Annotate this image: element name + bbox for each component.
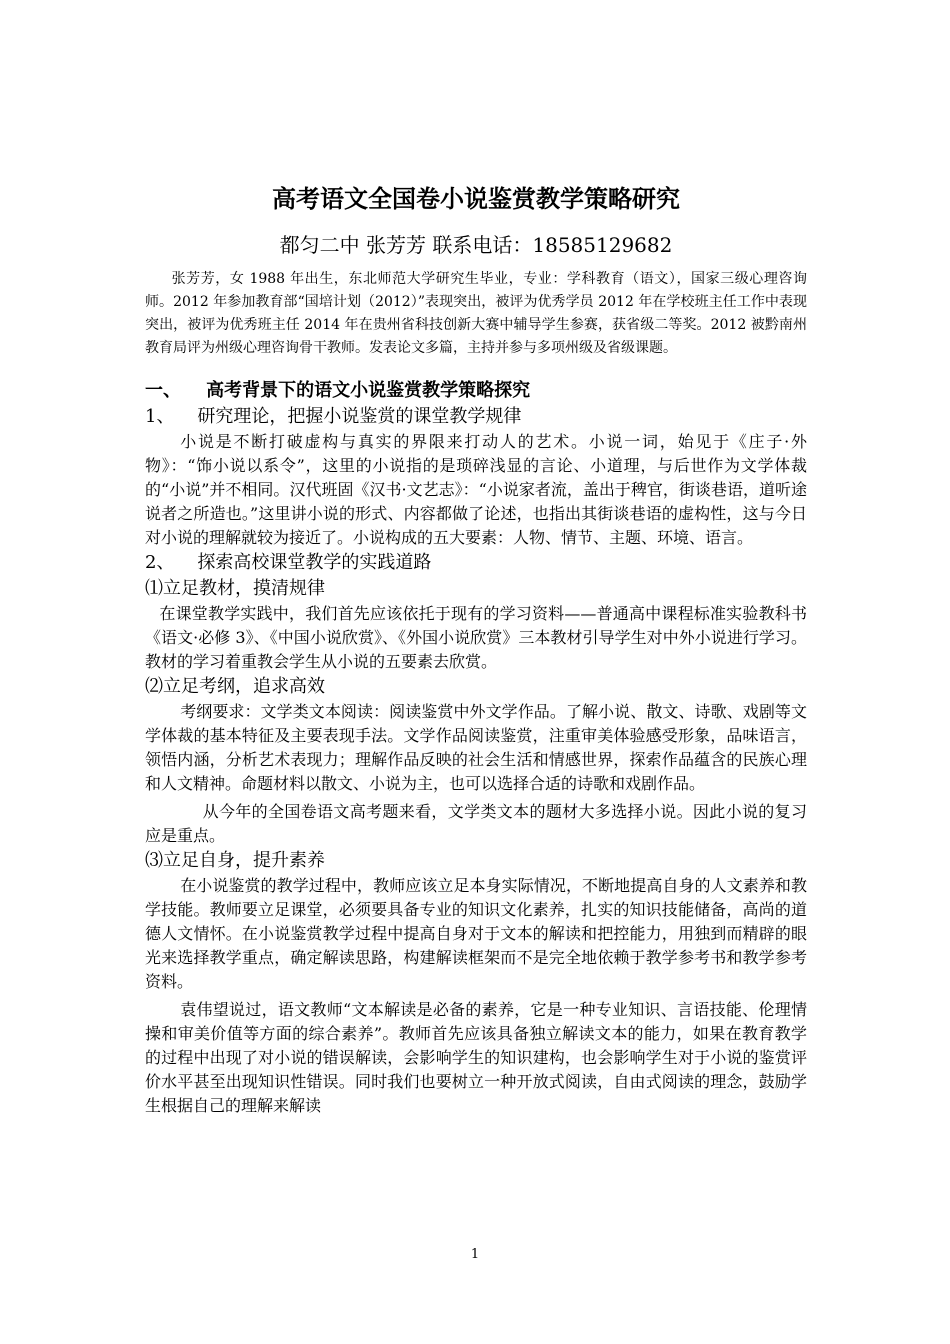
author-line: 都匀二中 张芳芳 联系电话：18585129682 <box>279 233 673 257</box>
paragraph: 在课堂教学实践中，我们首先应该依托于现有的学习资料——普通高中课程标准实验教科书《语文·必修 3》、《中国小说欣赏》、《外国小说欣赏》三本教材引导学生对中外小说进行学习。教材的学习着重教会学生从小说的五要素去欣赏。 <box>145 604 807 671</box>
paragraph: 从今年的全国卷语文高考题来看，文学类文本的题材大多选择小说。因此小说的复习应是重点。 <box>145 802 807 845</box>
paragraph: 考纲要求：文学类文本阅读：阅读鉴赏中外文学作品。了解小说、散文、诗歌、戏剧等文学体裁的基本特征及主要表现手法。文学作品阅读鉴赏，注重审美体验感受形象，品味语言，领悟内涵，分析艺术表现力；理解作品反映的社会生活和情感世界，探索作品蕴含的民族心理和人文精神。命题材料以散文、小说为主，也可以选择合适的诗歌和戏剧作品。 <box>145 702 807 793</box>
paragraph: 小说是不断打破虚构与真实的界限来打动人的艺术。小说一词，始见于《庄子·外物》：“饰小说以系令”，这里的小说指的是琐碎浅显的言论、小道理，与后世作为文学体裁的“小说”并不相同。汉代班固《汉书·文艺志》：“小说家者流，盖出于稗官，街谈巷语，道听途说者之所造也。”这里讲小说的形式、内容都做了论述，也指出其街谈巷语的虚构性，这与今日对小说的理解就较为接近了。小说构成的五大要素：人物、情节、主题、环境、语言。 <box>145 432 807 547</box>
section-heading: 一、 高考背景下的语文小说鉴赏教学策略探究 <box>145 380 531 401</box>
item-heading: ⑵立足考纲，追求高效 <box>145 676 325 697</box>
paragraph: 在小说鉴赏的教学过程中，教师应该立足本身实际情况，不断地提高自身的人文素养和教学技能。教师要立足课堂，必须要具备专业的知识文化素养，扎实的知识技能储备，高尚的道德人文情怀。在小说鉴赏教学过程中提高自身对于文本的解读和把控能力，用独到而精辟的眼光来选择教学重点，确定解读思路，构建解读框架而不是完全地依赖于教学参考书和教学参考资料。 <box>145 876 807 991</box>
subsection-heading: 1、 研究理论，把握小说鉴赏的课堂教学规律 <box>145 406 522 427</box>
page-title: 高考语文全国卷小说鉴赏教学策略研究 <box>272 184 680 213</box>
page-content <box>145 180 807 1118</box>
paragraph: 袁伟望说过，语文教师“文本解读是必备的素养，它是一种专业知识、言语技能、伦理情操和审美价值等方面的综合素养”。教师首先应该具备独立解读文本的能力，如果在教育教学的过程中出现了对小说的错误解读，会影响学生的知识建构，也会影响学生对于小说的鉴赏评价水平甚至出现知识性错误。同时我们也要树立一种开放式阅读，自由式阅读的理念，鼓励学生根据自己的理解来解读 <box>145 1000 807 1115</box>
page-number: 1 <box>470 1247 480 1262</box>
author-bio: 张芳芳，女 1988 年出生，东北师范大学研究生毕业，专业：学科教育（语文），国家三级心理咨询师。2012 年参加教育部“国培计划（2012）”表现突出，被评为优秀学员 2012 年在学校班主任工作中表现突出，被评为优秀班主任 2014 年在贵州省科技创新大赛中辅导学生参赛，获省级二等奖。2012 被黔南州教育局评为州级心理咨询骨干教师。发表论文多篇，主持并参与多项州级及省级课题。 <box>145 271 807 356</box>
item-heading: ⑴立足教材，摸清规律 <box>145 578 325 599</box>
item-heading: ⑶立足自身，提升素养 <box>145 850 325 871</box>
subsection-heading: 2、 探索高校课堂教学的实践道路 <box>145 552 432 573</box>
